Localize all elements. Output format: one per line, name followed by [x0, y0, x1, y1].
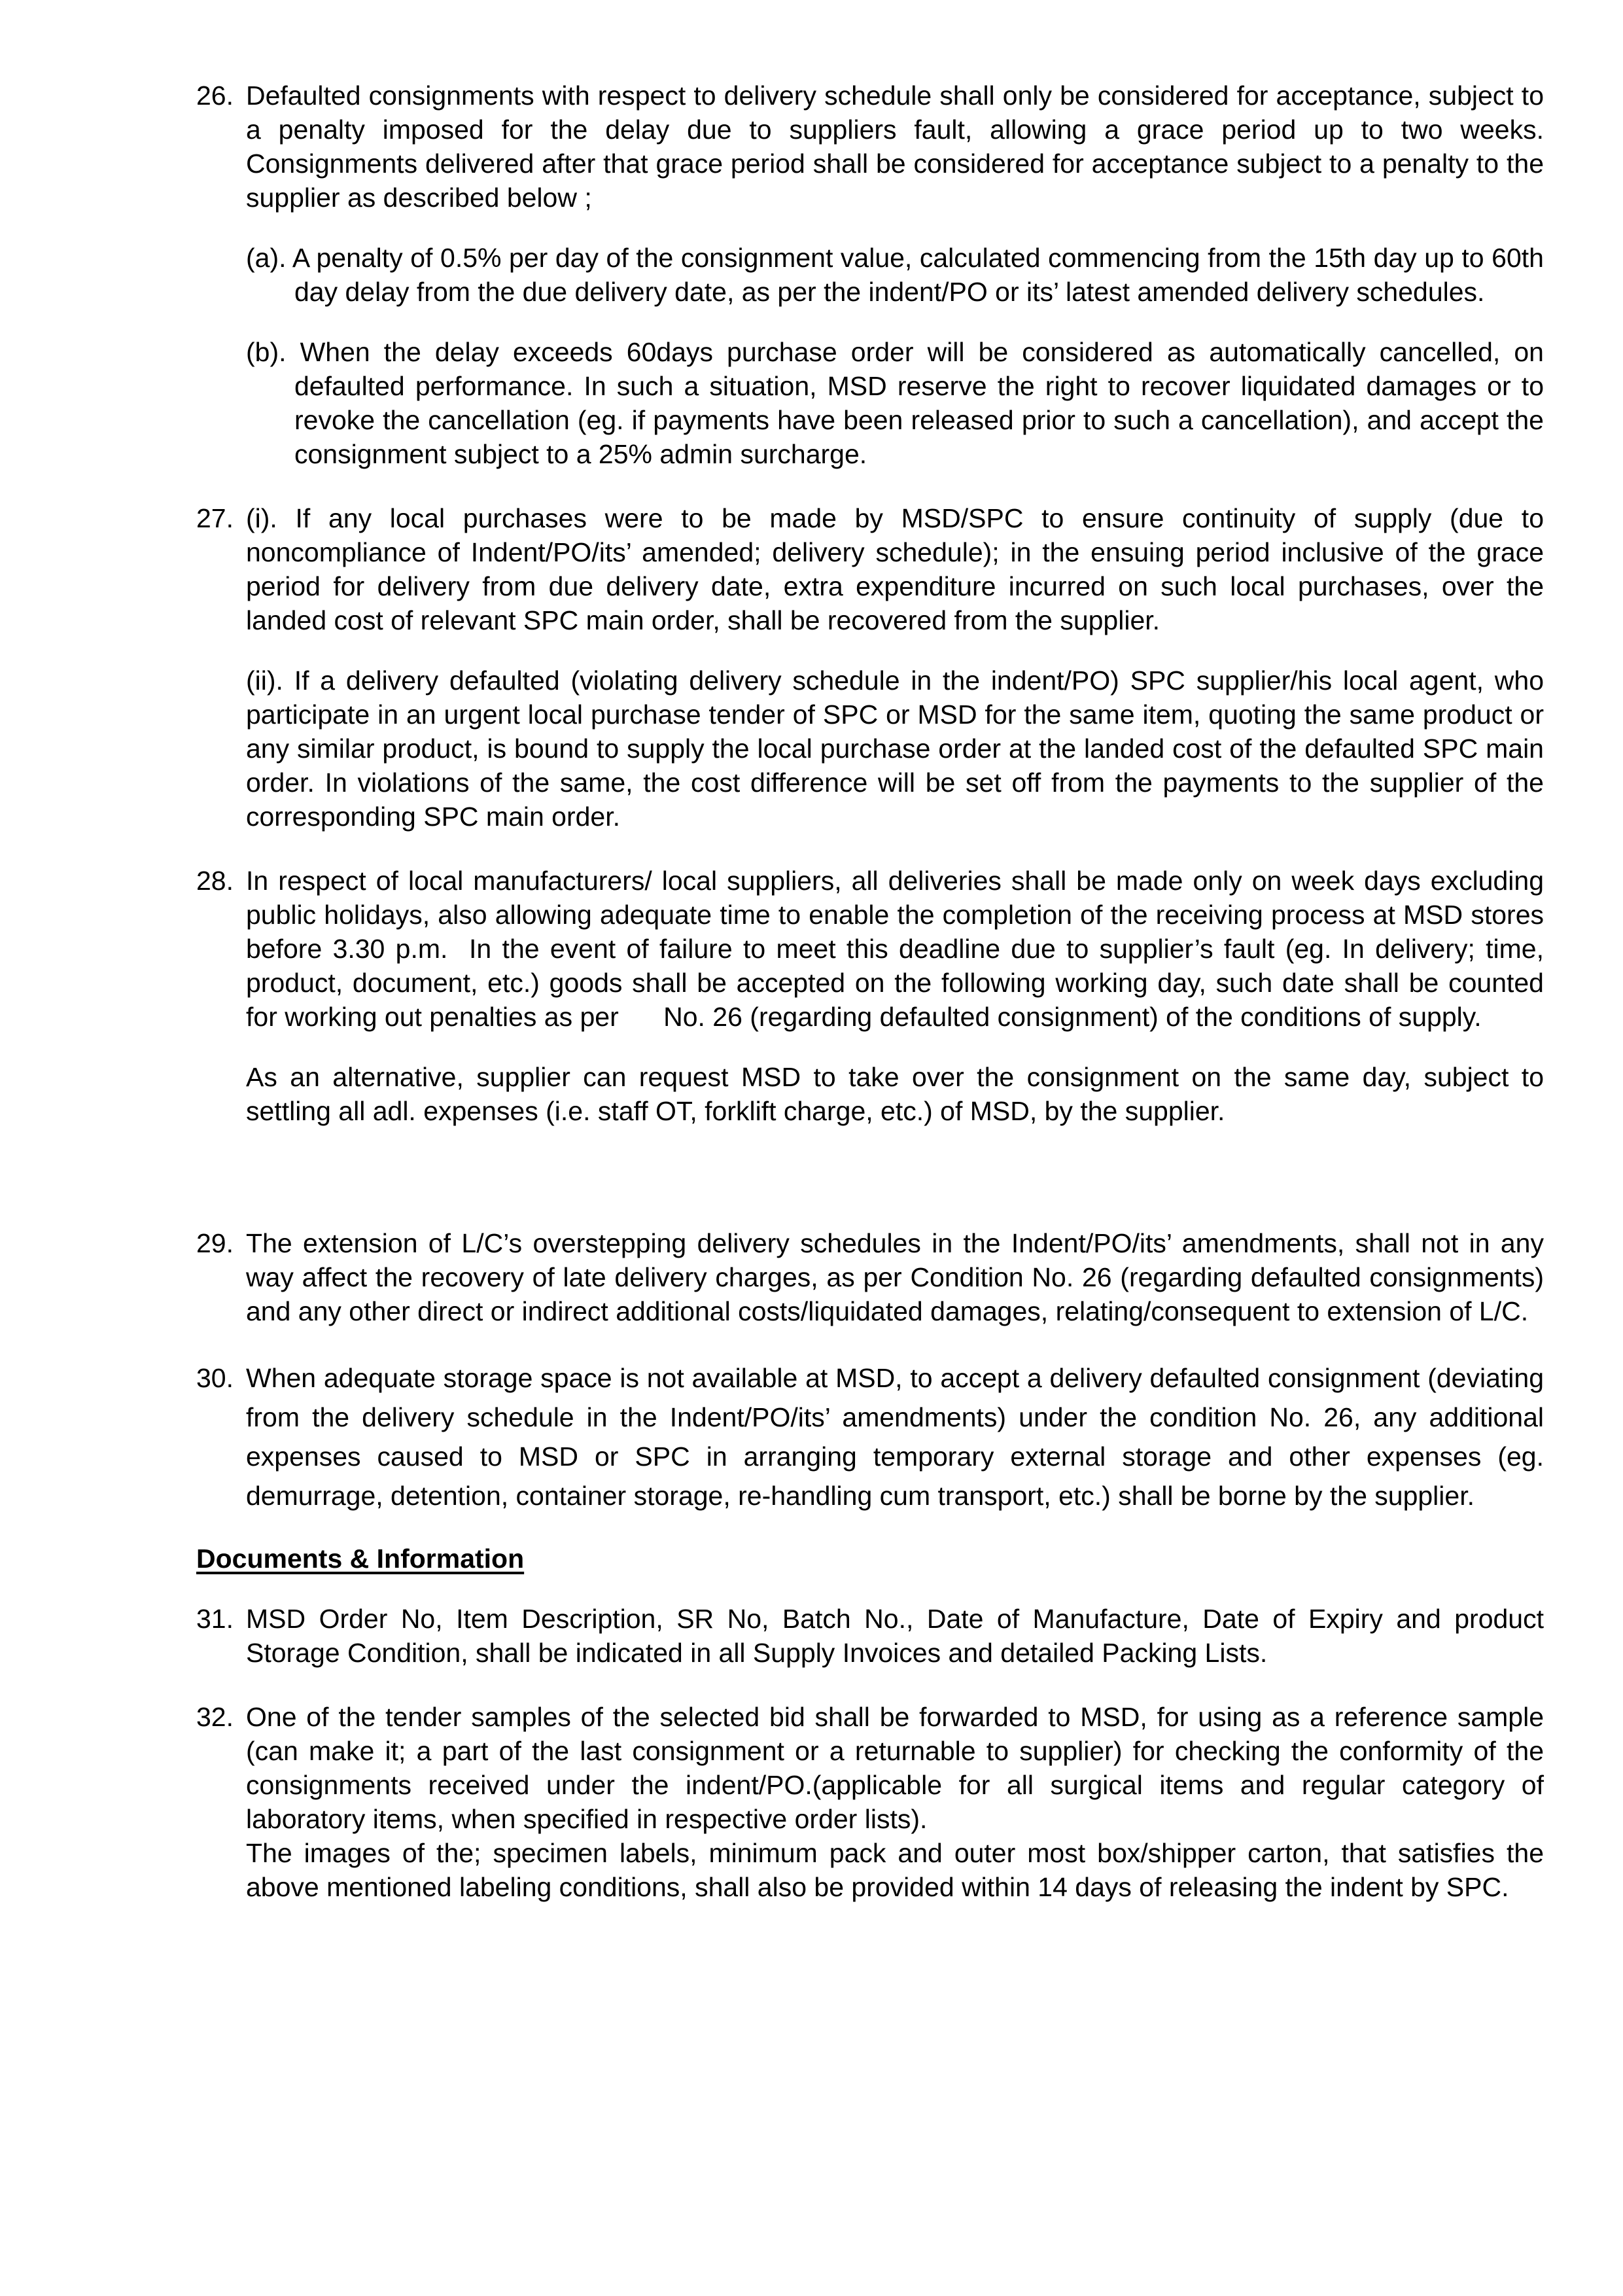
clause-paragraph-ii: (ii). If a delivery defaulted (violating delivery schedule in the indent/PO) SPC supplier/his local agent, who participate in an urgent local purchase tender of SPC or MSD for the same item, quoting the same product or any similar product, is bound to supply the local purchase order at the landed cost of the defaulted SPC main order. In violations of the same, the cost difference will be set off from the payments to the supplier of the corresponding SPC main order.: [246, 665, 1544, 832]
clause-26: [196, 79, 1544, 471]
clause-paragraph-i: (i). If any local purchases were to be made by MSD/SPC to ensure continuity of supply (due to noncompliance of Indent/PO/its’ amended; delivery schedule); in the ensuing period inclusive of the grace period for delivery from due delivery date, extra expenditure incurred on such local purchases, over the landed cost of relevant SPC main order, shall be recovered from the supplier.: [246, 503, 1544, 635]
section-heading: Documents & Information: [196, 1544, 525, 1574]
clause-32: [196, 1700, 1544, 1904]
clause-30: [196, 1358, 1544, 1515]
clause-text: Defaulted consignments with respect to delivery schedule shall only be considered for acceptance, subject to a penalty imposed for the delay due to suppliers fault, allowing a grace period up to two weeks. Consignments delivered after that grace period shall be considered for acceptance subject to a penalty to the supplier as described below ;: [246, 80, 1544, 213]
clause-number: 29.: [196, 1228, 234, 1258]
clause-29: [196, 1226, 1544, 1328]
clause-27: [196, 501, 1544, 834]
subclause-label: (b).: [246, 337, 287, 367]
clause-number: 30.: [196, 1363, 234, 1393]
clause-28: [196, 864, 1552, 1128]
subclause-label: (a).: [246, 243, 287, 273]
subclause-text: When the delay exceeds 60days purchase order will be considered as automatically cancelled, on defaulted performance. In such a situation, MSD reserve the right to recover liquidated damages or to revoke the cancellation (eg. if payments have been released prior to such a cancellation), and accept the consignment subject to a 25% admin surcharge.: [294, 337, 1544, 469]
subclause-b: [246, 335, 1544, 471]
clause-paragraph-images: The images of the; specimen labels, minimum pack and outer most box/shipper carton, that satisfies the above mentioned labeling conditions, shall also be provided within 14 days of releasing the indent by SPC.: [246, 1838, 1544, 1902]
document-page: [196, 79, 1552, 1904]
clause-paragraph-alternative: As an alternative, supplier can request MSD to take over the consignment on the same day, subject to settling all adl. expenses (i.e. staff OT, forklift charge, etc.) of MSD, by the supplier.: [246, 1062, 1544, 1126]
clause-number: 31.: [196, 1604, 234, 1634]
clause-paragraph: In respect of local manufacturers/ local suppliers, all deliveries shall be made only on week days excluding public holidays, also allowing adequate time to enable the completion of the receiving process at MSD stores before 3.30 p.m. In the event of failure to meet this deadline due to supplier’s fault (eg. In delivery; time, product, document, etc.) goods shall be accepted on the following working day, such date shall be counted for working out penalties as per No. 26 (regarding defaulted consignment) of the conditions of supply.: [246, 866, 1552, 1032]
clause-text: When adequate storage space is not available at MSD, to accept a delivery defaulted consignment (deviating from the delivery schedule in the Indent/PO/its’ amendments) under the condition No. 26, any additional expenses caused to MSD or SPC in arranging temporary external storage and other expenses (eg. demurrage, detention, container storage, re-handling cum transport, etc.) shall be borne by the supplier.: [246, 1363, 1544, 1511]
clause-number: 27.: [196, 503, 234, 533]
clause-31: [196, 1602, 1544, 1670]
clause-number: 28.: [196, 866, 234, 896]
clause-number: 32.: [196, 1702, 234, 1732]
subclause-text: A penalty of 0.5% per day of the consignment value, calculated commencing from the 15th day up to 60th day delay from the due delivery date, as per the indent/PO or its’ latest amended delivery schedules.: [292, 243, 1544, 307]
clause-text: MSD Order No, Item Description, SR No, Batch No., Date of Manufacture, Date of Expiry and product Storage Condition, shall be indicated in all Supply Invoices and detailed Packing Lists.: [246, 1604, 1544, 1668]
clause-text: The extension of L/C’s overstepping delivery schedules in the Indent/PO/its’ amendments, shall not in any way affect the recovery of late delivery charges, as per Condition No. 26 (regarding defaulted consignments) and any other direct or indirect additional costs/liquidated damages, relating/consequent to extension of L/C.: [246, 1228, 1544, 1326]
subclause-a: [246, 241, 1544, 309]
clause-paragraph: One of the tender samples of the selected bid shall be forwarded to MSD, for using as a reference sample (can make it; a part of the last consignment or a returnable to supplier) for checking the conformity of the consignments received under the indent/PO.(applicable for all surgical items and regular category of laboratory items, when specified in respective order lists).: [246, 1702, 1544, 1834]
clause-number: 26.: [196, 80, 234, 111]
